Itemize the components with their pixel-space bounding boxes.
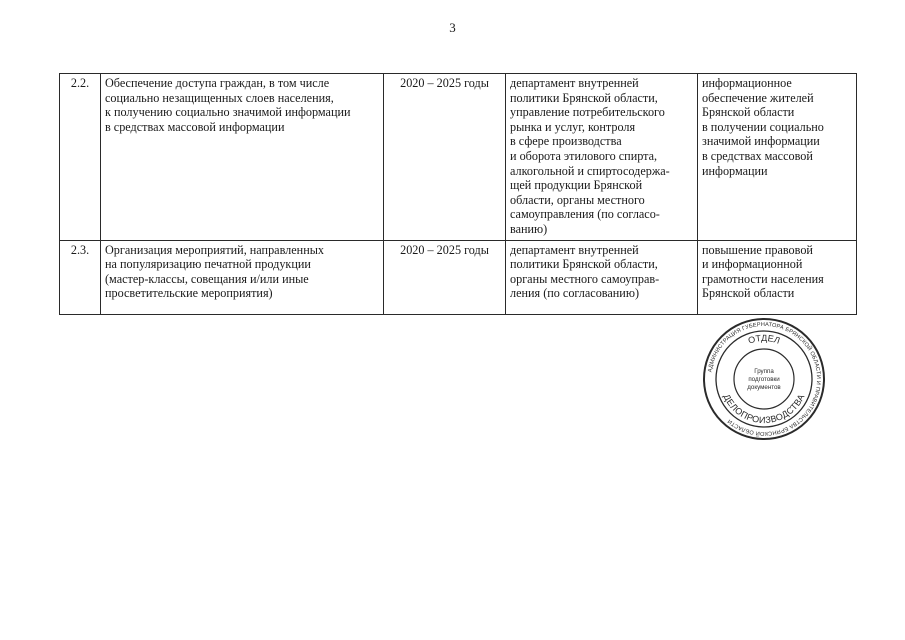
executors-line: в сфере производства bbox=[510, 134, 622, 149]
executors-line: области, органы местного bbox=[510, 192, 645, 207]
activity-line: социально незащищенных слоев населения, bbox=[105, 90, 334, 105]
result-line: Брянской области bbox=[702, 286, 795, 301]
executors-line: щей продукции Брянской bbox=[510, 178, 643, 193]
department-seal bbox=[702, 317, 826, 441]
period-cell: 2020 – 2025 годы bbox=[384, 240, 506, 314]
activity-cell bbox=[101, 240, 384, 314]
seal-outer-text: АДМИНИСТРАЦИЯ ГУБЕРНАТОРА БРЯНСКОЙ ОБЛАСТИ И ПРАВИТЕЛЬСТВА БРЯНСКОЙ ОБЛАСТИ bbox=[707, 321, 822, 437]
executors-line: политики Брянской области, bbox=[510, 90, 658, 105]
executors-line: политики Брянской области, bbox=[510, 257, 658, 272]
executors-line: ванию) bbox=[510, 221, 548, 236]
executors-line: департамент внутренней bbox=[510, 76, 639, 90]
result-line: значимой информации bbox=[702, 134, 820, 149]
result-line: в средствах массовой bbox=[702, 148, 813, 163]
result-line: информации bbox=[702, 163, 768, 178]
result-cell bbox=[698, 74, 857, 241]
result-line: Брянской области bbox=[702, 105, 795, 120]
period-cell: 2020 – 2025 годы bbox=[384, 74, 506, 241]
executors-line: управление потребительского bbox=[510, 105, 665, 120]
result-cell bbox=[698, 240, 857, 314]
activity-line: Обеспечение доступа граждан, в том числе bbox=[105, 76, 330, 90]
activity-line: на популяризацию печатной продукции bbox=[105, 257, 311, 272]
seal-ring-bottom: ДЕЛОПРОИЗВОДСТВА bbox=[721, 392, 807, 426]
activity-line: к получению социально значимой информации bbox=[105, 105, 351, 120]
table-row bbox=[60, 74, 857, 241]
seal-ring-top: ОТДЕЛ bbox=[746, 332, 782, 346]
result-line: и информационной bbox=[702, 257, 803, 272]
executors-line: ления (по согласованию) bbox=[510, 286, 639, 301]
seal-center-line: подготовки bbox=[748, 376, 780, 383]
svg-text:ОТДЕЛ bbox=[747, 333, 782, 346]
executors-line: и оборота этилового спирта, bbox=[510, 148, 658, 163]
page-number: 3 bbox=[449, 20, 456, 35]
executors-line: самоуправления (по согласо- bbox=[510, 207, 660, 222]
measures-table bbox=[59, 73, 857, 315]
seal-center-line: Группа bbox=[754, 368, 774, 375]
executors-line: рынка и услуг, контроля bbox=[510, 119, 636, 134]
activity-line: Организация мероприятий, направленных bbox=[105, 242, 324, 257]
executors-line: департамент внутренней bbox=[510, 242, 639, 257]
seal-center-line: документов bbox=[747, 384, 781, 391]
executors-cell bbox=[506, 74, 698, 241]
result-line: повышение правовой bbox=[702, 242, 813, 257]
result-line: грамотности населения bbox=[702, 271, 824, 286]
result-line: обеспечение жителей bbox=[702, 90, 814, 105]
executors-cell bbox=[506, 240, 698, 314]
result-line: в получении социально bbox=[702, 119, 824, 134]
activity-line: в средствах массовой информации bbox=[105, 119, 285, 134]
activity-line: (мастер-классы, совещания и/или иные bbox=[105, 271, 309, 286]
activity-line: просветительские мероприятия) bbox=[105, 286, 273, 301]
executors-line: алкогольной и спиртосодержа- bbox=[510, 163, 670, 178]
row-number: 2.2. bbox=[60, 74, 101, 241]
row-number: 2.3. bbox=[60, 240, 101, 314]
table-row bbox=[60, 240, 857, 314]
activity-cell bbox=[101, 74, 384, 241]
result-line: информационное bbox=[702, 76, 792, 90]
executors-line: органы местного самоуправ- bbox=[510, 271, 660, 286]
